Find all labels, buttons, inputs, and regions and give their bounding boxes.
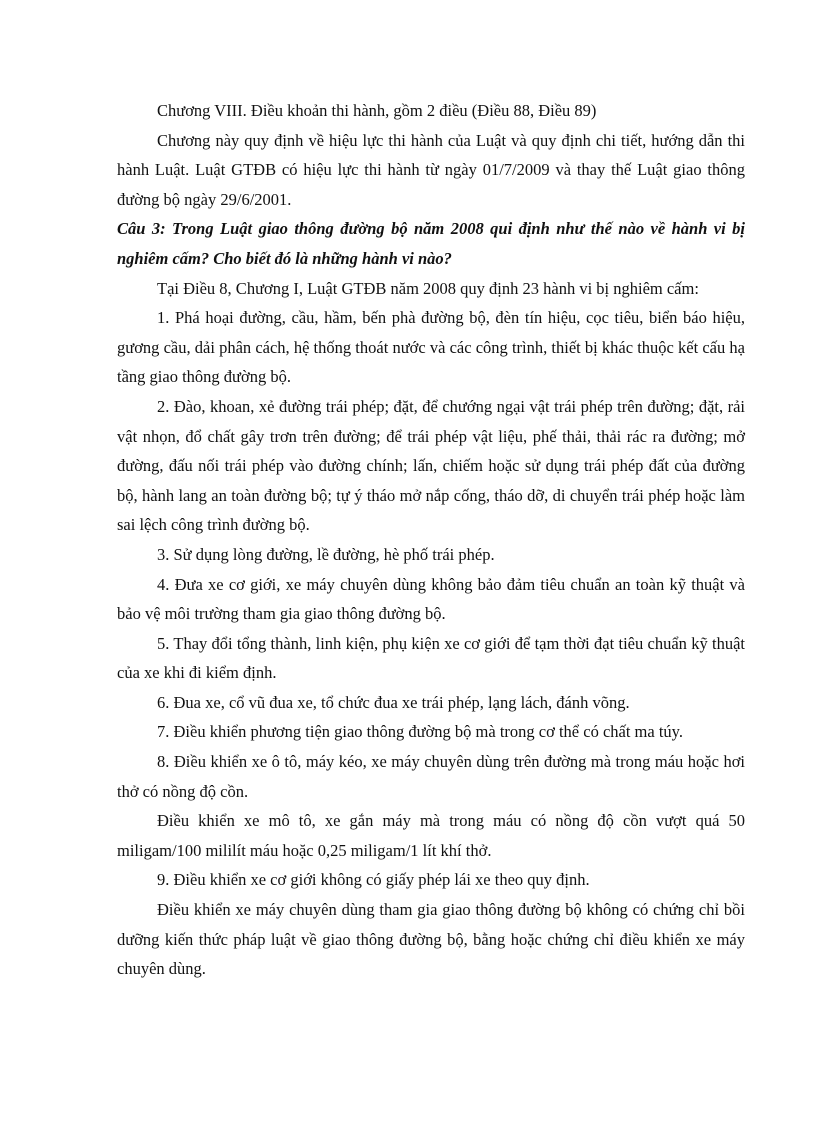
paragraph-item-3: 3. Sử dụng lòng đường, lề đường, hè phố trái phép. [157, 544, 495, 564]
paragraph-item-1: 1. Phá hoại đường, cầu, hầm, bến phà đường bộ, đèn tín hiệu, cọc tiêu, biển báo hiệu, gương cầu, dải phân cách, hệ thống thoát nước và các công trình, thiết bị khác thuộc kết cấu hạ tầng giao thông đường bộ. [117, 308, 745, 387]
paragraph-chapter-8: Chương VIII. Điều khoản thi hành, gồm 2 điều (Điều 88, Điều 89) [157, 101, 597, 120]
paragraph-item-8-continued: Điều khiển xe mô tô, xe gắn máy mà trong máu có nồng độ cồn vượt quá 50 miligam/100 mililít máu hoặc 0,25 miligam/1 lít khí thở. [117, 811, 745, 860]
paragraph-item-9: 9. Điều khiển xe cơ giới không có giấy phép lái xe theo quy định. [157, 870, 590, 890]
document-page [117, 96, 745, 984]
paragraph-item-8: 8. Điều khiển xe ô tô, máy kéo, xe máy chuyên dùng trên đường mà trong máu hoặc hơi thở có nồng độ cồn. [117, 752, 745, 801]
paragraph-item-2: 2. Đào, khoan, xẻ đường trái phép; đặt, để chướng ngại vật trái phép trên đường; đặt, rải vật nhọn, đổ chất gây trơn trên đường; để trái phép vật liệu, phế thải, thải rác ra đường; mở đường, đấu nối trái phép vào đường chính; lấn, chiếm hoặc sử dụng trái phép đất của đường bộ, hành lang an toàn đường bộ; tự ý tháo mở nắp cống, tháo dỡ, di chuyển trái phép hoặc làm sai lệch công trình đường bộ. [117, 396, 745, 535]
paragraph-item-4: 4. Đưa xe cơ giới, xe máy chuyên dùng không bảo đảm tiêu chuẩn an toàn kỹ thuật và bảo vệ môi trường tham gia giao thông đường bộ. [117, 574, 745, 624]
paragraph-item-7: 7. Điều khiển phương tiện giao thông đường bộ mà trong cơ thể có chất ma túy. [157, 722, 683, 742]
paragraph-intro-article-8: Tại Điều 8, Chương I, Luật GTĐB năm 2008 quy định 23 hành vi bị nghiêm cấm: [157, 278, 699, 298]
question-3-heading: Câu 3: Trong Luật giao thông đường bộ năm 2008 qui định như thế nào về hành vi bị nghiêm cấm? Cho biết đó là những hành vi nào? [117, 219, 745, 268]
paragraph-chapter-8-description: Chương này quy định về hiệu lực thi hành của Luật và quy định chi tiết, hướng dẫn thi hành Luật. Luật GTĐB có hiệu lực thi hành từ ngày 01/7/2009 và thay thế Luật giao thông đường bộ ngày 29/6/2001. [117, 130, 745, 209]
paragraph-item-9-continued: Điều khiển xe máy chuyên dùng tham gia giao thông đường bộ không có chứng chỉ bồi dưỡng kiến thức pháp luật về giao thông đường bộ, bằng hoặc chứng chỉ điều khiển xe máy chuyên dùng. [117, 900, 745, 979]
paragraph-item-6: 6. Đua xe, cổ vũ đua xe, tổ chức đua xe trái phép, lạng lách, đánh võng. [157, 692, 630, 712]
paragraph-item-5: 5. Thay đổi tổng thành, linh kiện, phụ kiện xe cơ giới để tạm thời đạt tiêu chuẩn kỹ thuật của xe khi đi kiểm định. [117, 633, 745, 683]
